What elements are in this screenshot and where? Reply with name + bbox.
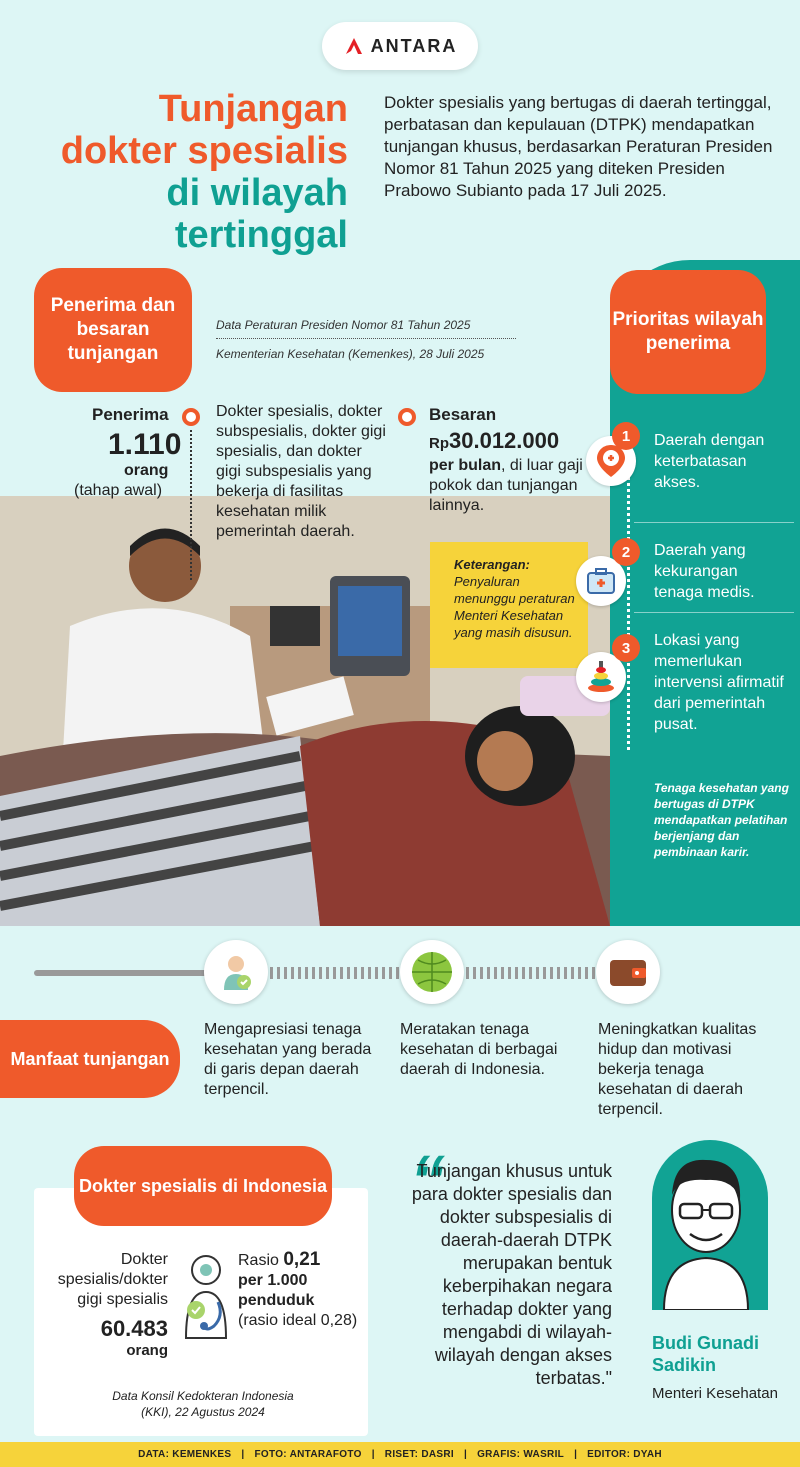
brand-name: ANTARA <box>370 35 458 56</box>
keterangan-heading: Keterangan: <box>454 557 530 572</box>
divider <box>634 612 794 613</box>
besaran-marker-icon <box>398 408 416 426</box>
prioritas-item-text: Daerah dengan keterbatasan akses. <box>654 432 765 491</box>
dokter-source: Data Konsil Kedokteran Indonesia (KKI), 22 Agustus 2024 <box>112 1389 294 1419</box>
penerima-count: 1.110 <box>108 428 182 461</box>
globe-icon <box>400 940 464 1004</box>
prioritas-item-text: Daerah yang kekurangan tenaga medis. <box>654 542 755 601</box>
dokter-count: 60.483 <box>100 1316 168 1341</box>
credit-editor: EDITOR: DYAH <box>587 1449 662 1460</box>
manfaat-item-text: Meratakan tenaga kesehatan di berbagai daerah di Indonesia. <box>400 1021 558 1078</box>
manfaat-section-pill: Manfaat tunjangan <box>0 1020 180 1098</box>
dotted-connector <box>190 430 192 580</box>
besaran-description <box>429 456 589 516</box>
prioritas-item-text: Lokasi yang memerlukan intervensi afirmatif dari pemerintah pusat. <box>654 632 784 733</box>
prioritas-number: 1 <box>612 422 640 450</box>
antara-logo <box>322 22 478 70</box>
credit-foto: FOTO: ANTARAFOTO <box>254 1449 362 1460</box>
penerima-unit: orang <box>124 462 169 479</box>
rasio-per: per 1.000 penduduk <box>238 1272 315 1309</box>
title-line-1: Tunjangan <box>158 88 348 130</box>
dokter-unit: orang <box>126 1342 168 1359</box>
besaran-desc-text: , di luar gaji pokok dan tunjangan lainnya. <box>429 457 583 514</box>
title-line-2: dokter spesialis <box>60 130 348 172</box>
besaran-value: 30.012.000 <box>449 428 560 453</box>
prioritas-number: 2 <box>612 538 640 566</box>
dokter-label: Dokter spesialis/dokter gigi spesialis <box>57 1251 168 1308</box>
prioritas-dotted-line <box>627 470 630 750</box>
manfaat-item-text: Meningkatkan kualitas hidup dan motivasi bekerja tenaga kesehatan di daerah terpencil. <box>598 1021 757 1118</box>
prioritas-number: 3 <box>612 634 640 662</box>
credits-footer: DATA: KEMENKES | FOTO: ANTARAFOTO | RISET: DASRI | GRAFIS: WASRIL | EDITOR: DYAH <box>0 1442 800 1467</box>
manfaat-line <box>34 970 214 976</box>
penerima-label: Penerima <box>92 405 169 424</box>
antara-mark-icon <box>343 35 365 57</box>
quote-author-name: Budi Gunadi Sadikin <box>652 1333 759 1375</box>
rasio-value: 0,21 <box>283 1249 321 1270</box>
credit-riset: RISET: DASRI <box>384 1449 454 1460</box>
divider <box>634 522 794 523</box>
besaran-currency: Rp <box>429 435 449 452</box>
source-line-1: Data Peraturan Presiden Nomor 81 Tahun 2025 <box>216 316 516 339</box>
penerima-section-pill: Penerima dan besaran tunjangan <box>34 268 192 392</box>
prioritas-note: Tenaga kesehatan yang bertugas di DTPK mendapatkan pelatihan berjenjang dan pembinaan karir. <box>654 781 789 859</box>
keterangan-box <box>430 542 588 668</box>
doctor-icon <box>178 1252 234 1342</box>
credit-data: DATA: KEMENKES <box>138 1449 232 1460</box>
page-title <box>28 88 348 256</box>
portrait-illustration <box>644 1140 768 1310</box>
besaran-label: Besaran <box>429 405 497 424</box>
quote-text: Tunjangan khusus untuk para dokter spesialis dan dokter subspesialis di daerah-daerah DTPK merupakan bentuk keberpihakan negara terhadap dokter yang mengabdi di wilayah-wilayah dengan akses terbatas." <box>411 1161 612 1388</box>
dokter-section-pill: Dokter spesialis di Indonesia <box>74 1146 332 1226</box>
title-line-4: tertinggal <box>174 214 348 256</box>
credit-grafis: GRAFIS: WASRIL <box>477 1449 565 1460</box>
source-line-2: Kementerian Kesehatan (Kemenkes), 28 Juli 2025 <box>216 347 485 361</box>
rasio-block <box>238 1250 358 1331</box>
wallet-icon <box>596 940 660 1004</box>
title-line-3: di wilayah <box>166 172 348 214</box>
manfaat-item-text: Mengapresiasi tenaga kesehatan yang berada di garis depan daerah terpencil. <box>204 1021 372 1098</box>
besaran-period: per bulan <box>429 457 502 474</box>
health-worker-icon <box>204 940 268 1004</box>
rasio-ideal: (rasio ideal 0,28) <box>238 1312 358 1329</box>
rasio-prefix: Rasio <box>238 1252 279 1269</box>
keterangan-body: Penyaluran menunggu peraturan Menteri Kesehatan yang masih disusun. <box>454 574 575 640</box>
intro-text: Dokter spesialis yang bertugas di daerah tertinggal, perbatasan dan kepulauan (DTPK) mendapatkan tunjangan khusus, berdasarkan Peraturan Presiden Nomor 81 Tahun 2025 yang diteken Presiden Prabowo Subianto pada 17 Juli 2025. <box>384 93 773 200</box>
penerima-source <box>216 316 516 363</box>
prioritas-section-pill: Prioritas wilayah penerima <box>610 270 766 394</box>
penerima-marker-icon <box>182 408 200 426</box>
quote-author-role: Menteri Kesehatan <box>652 1385 778 1402</box>
quote-mark-icon: “ <box>410 1141 445 1219</box>
penerima-description: Dokter spesialis, dokter subspesialis, dokter gigi spesialis, dan dokter gigi subspesialis yang bekerja di fasilitas kesehatan milik pemerintah daerah. <box>216 403 386 540</box>
besaran-amount <box>429 428 559 454</box>
penerima-note: (tahap awal) <box>74 482 163 499</box>
